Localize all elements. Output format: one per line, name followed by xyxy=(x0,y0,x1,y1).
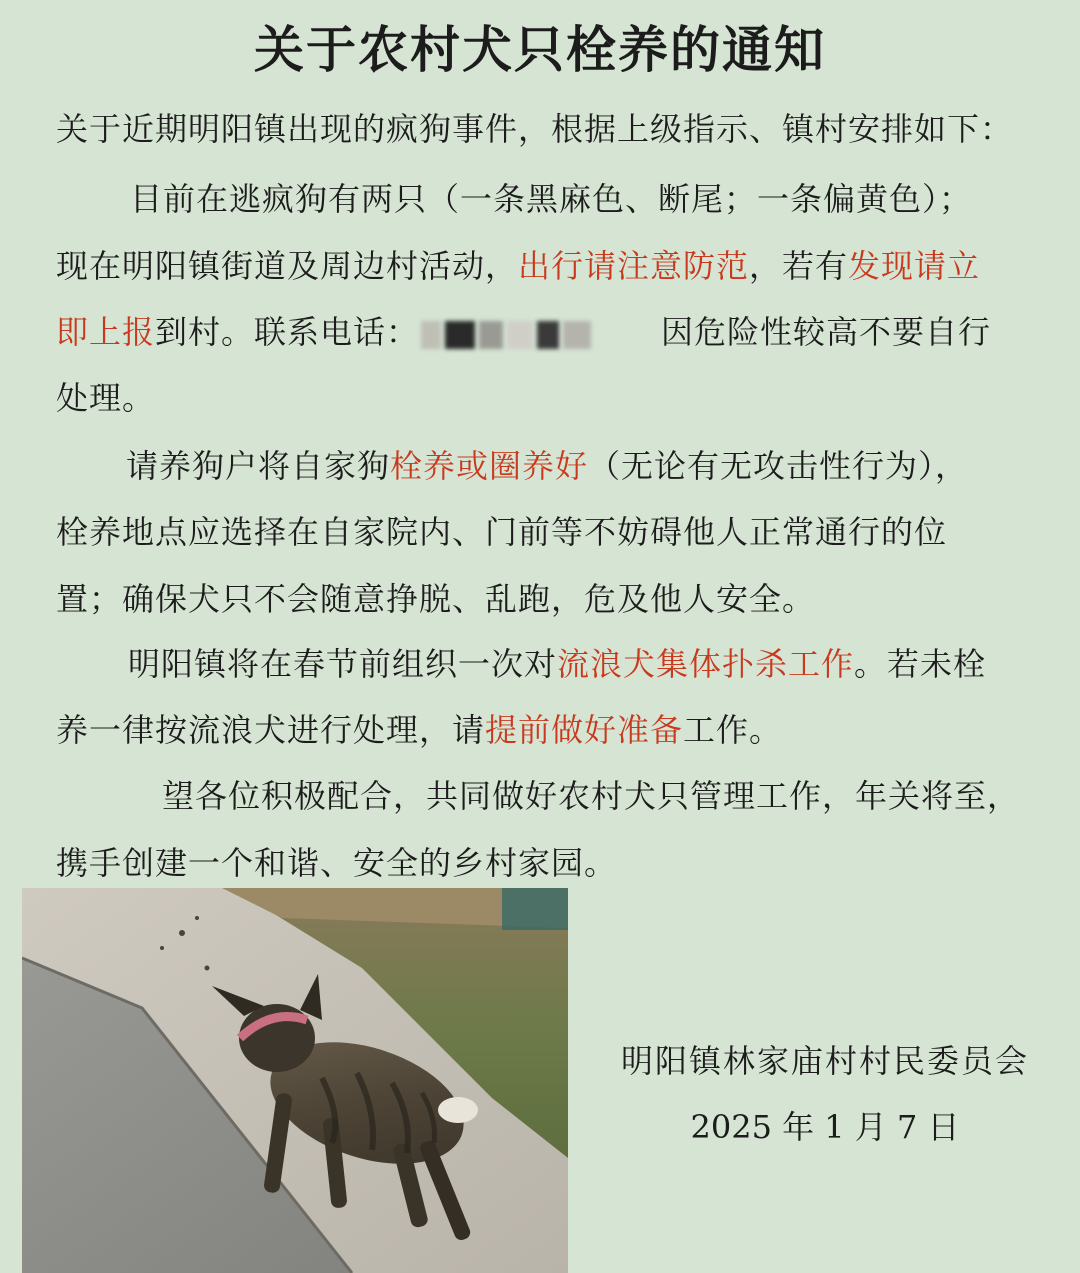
notice-text: 到村。联系电话： xyxy=(155,313,420,351)
notice-text: 明阳镇将在春节前组织一次对 xyxy=(128,645,558,683)
notice-title: 关于农村犬只栓养的通知 xyxy=(254,20,826,79)
notice-line-7 xyxy=(56,509,947,555)
highlight-text: 栓养或圈养好 xyxy=(390,447,589,485)
notice-text: 置；确保犬只不会随意挣脱、乱跑，危及他人安全。 xyxy=(56,580,816,618)
notice-line-10 xyxy=(56,707,782,753)
highlight-text: 即上报 xyxy=(56,313,156,351)
notice-text: 。若未栓 xyxy=(854,645,987,683)
notice-text: 请养狗户将自家狗 xyxy=(126,447,391,485)
notice-text: 目前在逃疯狗有两只（一条黑麻色、断尾；一条偏黄色）； xyxy=(130,180,973,218)
notice-line-2 xyxy=(130,176,972,222)
notice-line-4 xyxy=(56,309,991,355)
dog-photo xyxy=(22,888,568,1273)
notice-text: 养一律按流浪犬进行处理，请 xyxy=(56,711,486,749)
notice-line-11 xyxy=(162,773,1020,819)
highlight-text: 流浪犬集体扑杀工作 xyxy=(557,645,855,683)
notice-text: 因危险性较高不要自行 xyxy=(661,313,992,351)
dog-photo-illustration xyxy=(22,888,568,1273)
highlight-text: 提前做好准备 xyxy=(485,711,684,749)
notice-text: 关于近期明阳镇出现的疯狗事件，根据上级指示、镇村安排如下： xyxy=(56,110,1014,148)
notice-line-8 xyxy=(56,576,815,622)
notice-text: 工作。 xyxy=(683,711,783,749)
notice-line-5 xyxy=(56,375,155,421)
notice-text: 携手创建一个和谐、安全的乡村家园。 xyxy=(56,844,618,882)
notice-line-12 xyxy=(56,840,617,886)
notice-line-1 xyxy=(56,106,1013,152)
notice-text: 现在明阳镇街道及周边村活动， xyxy=(56,247,519,285)
issuer-name: 明阳镇林家庙村村民委员会 xyxy=(620,1042,1029,1080)
notice-text: ，若有 xyxy=(749,247,849,285)
notice-text: 栓养地点应选择在自家院内、门前等不妨碍他人正常通行的位 xyxy=(56,513,948,551)
notice-text: 望各位积极配合，共同做好农村犬只管理工作，年关将至， xyxy=(162,777,1021,815)
notice-text: 处理。 xyxy=(56,379,156,417)
notice-line-6 xyxy=(126,443,968,489)
highlight-text: 出行请注意防范 xyxy=(518,247,750,285)
notice-line-3 xyxy=(56,243,980,289)
notice-line-9 xyxy=(128,641,986,687)
issue-date: 2025 年 1 月 7 日 xyxy=(690,1108,960,1146)
highlight-text: 发现请立 xyxy=(848,247,981,285)
redacted-phone xyxy=(419,309,649,355)
notice-text: （无论有无攻击性行为）， xyxy=(588,447,969,485)
